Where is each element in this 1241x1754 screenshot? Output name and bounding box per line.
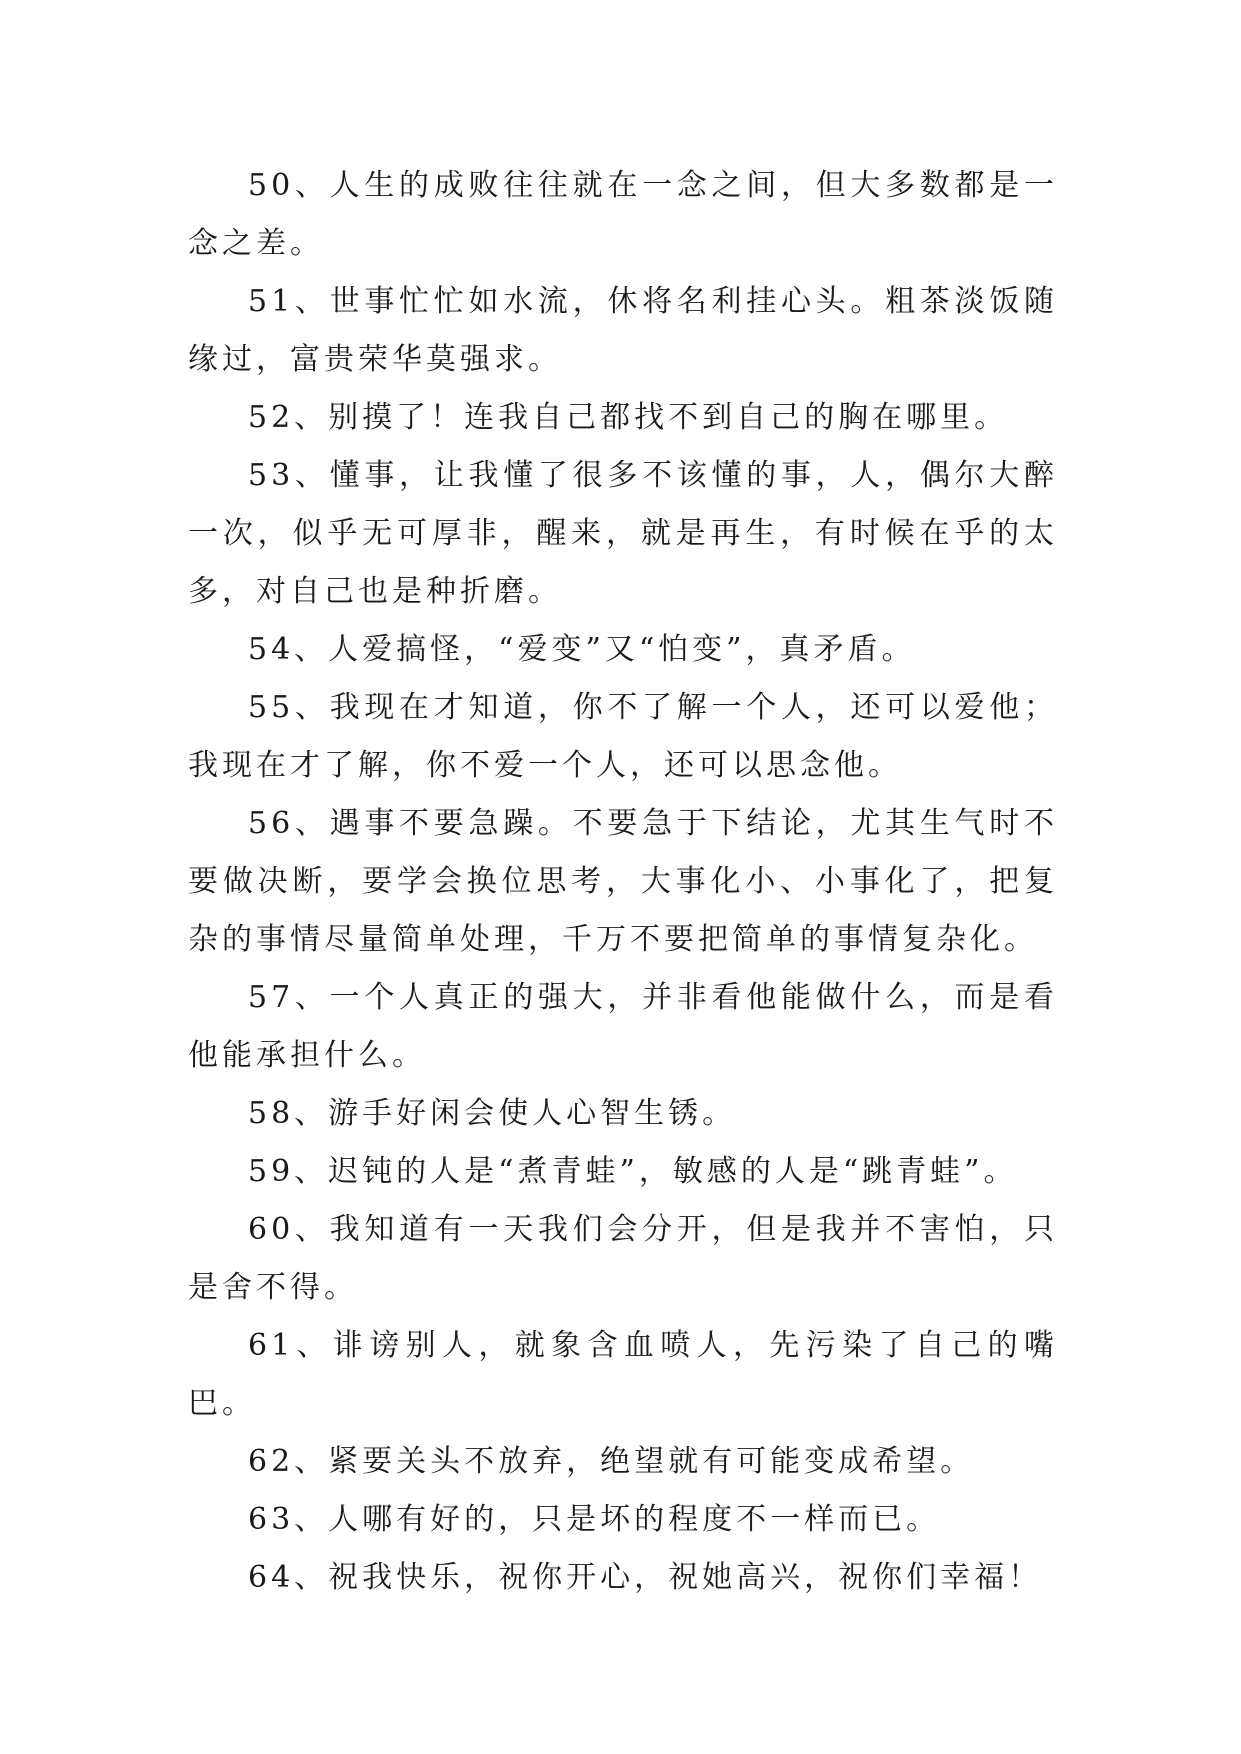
quote-paragraph-58: 58、游手好闲会使人心智生锈。 bbox=[248, 1096, 737, 1131]
quote-paragraph-50: 50、人生的成败往往就在一念之间，但大多数都是一念之差。 bbox=[188, 168, 1058, 261]
quote-paragraph-56: 56、遇事不要急躁。不要急于下结论，尤其生气时不要做决断，要学会换位思考，大事化小、小事化了，把复杂的事情尽量简单处理，千万不要把简单的事情复杂化。 bbox=[188, 806, 1058, 957]
quote-paragraph-52: 52、别摸了！连我自己都找不到自己的胸在哪里。 bbox=[248, 400, 1009, 435]
quote-paragraph-54: 54、人爱搞怪，“爱变”又“怕变”，真矛盾。 bbox=[248, 632, 916, 667]
quote-paragraph-59: 59、迟钝的人是“煮青蛙”，敏感的人是“跳青蛙”。 bbox=[248, 1154, 1018, 1189]
document-body bbox=[188, 157, 1058, 1607]
quote-paragraph-63: 63、人哪有好的，只是坏的程度不一样而已。 bbox=[248, 1502, 941, 1537]
quote-paragraph-57: 57、一个人真正的强大，并非看他能做什么，而是看他能承担什么。 bbox=[188, 980, 1058, 1073]
quote-paragraph-53: 53、懂事，让我懂了很多不该懂的事，人，偶尔大醉一次，似乎无可厚非，醒来，就是再生，有时候在乎的太多，对自己也是种折磨。 bbox=[188, 458, 1058, 609]
quote-paragraph-51: 51、世事忙忙如水流，休将名利挂心头。粗茶淡饭随缘过，富贵荣华莫强求。 bbox=[188, 284, 1058, 377]
quote-paragraph-61: 61、诽谤别人，就象含血喷人，先污染了自己的嘴巴。 bbox=[188, 1328, 1058, 1421]
quote-paragraph-55: 55、我现在才知道，你不了解一个人，还可以爱他；我现在才了解，你不爱一个人，还可以思念他。 bbox=[188, 690, 1058, 783]
quote-paragraph-64: 64、祝我快乐，祝你开心，祝她高兴，祝你们幸福！ bbox=[248, 1560, 1043, 1595]
quote-paragraph-60: 60、我知道有一天我们会分开，但是我并不害怕，只是舍不得。 bbox=[188, 1212, 1058, 1305]
quote-paragraph-62: 62、紧要关头不放弃，绝望就有可能变成希望。 bbox=[248, 1444, 975, 1479]
